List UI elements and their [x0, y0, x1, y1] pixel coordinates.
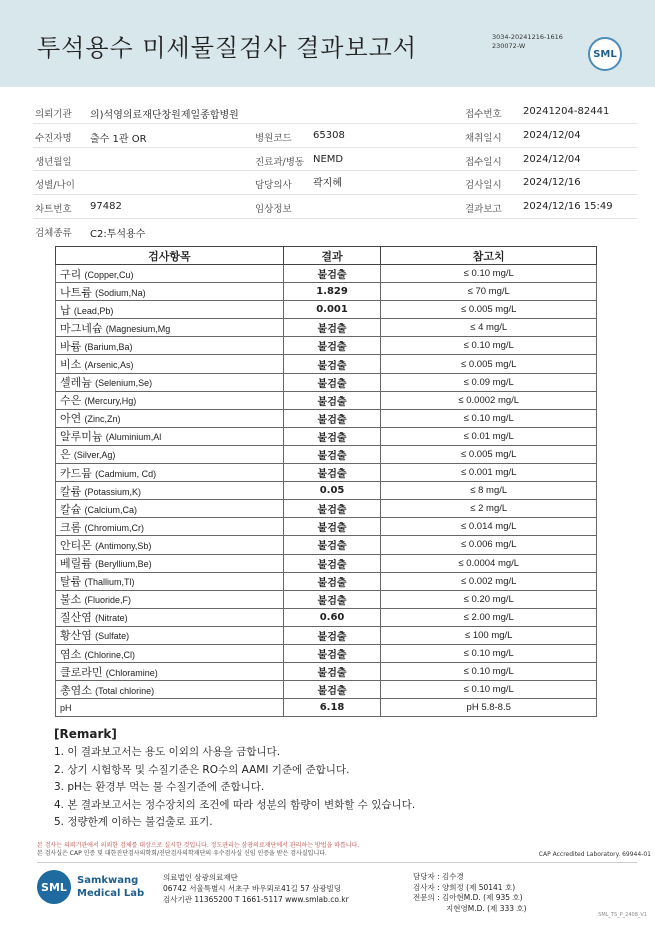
value-chart-number: 97482 — [90, 201, 122, 213]
result-row — [56, 663, 597, 681]
test-item-korean: 안티몬 — [60, 538, 92, 552]
signatory-line: 지현영M.D. (제 333 호) — [446, 904, 527, 914]
result-cell: 불검출 — [283, 554, 381, 572]
result-row — [56, 608, 597, 626]
result-cell: 불검출 — [283, 464, 381, 482]
value-patient-name: 출수 1관 OR — [90, 133, 147, 145]
result-cell: 0.60 — [283, 608, 381, 626]
test-item-english: (Sulfate) — [95, 631, 130, 642]
test-item-korean: 아연 — [60, 412, 82, 426]
reference-cell: ≤ 0.10 mg/L — [381, 681, 597, 699]
test-item-english: pH — [60, 703, 72, 714]
header-result: 결과 — [283, 247, 381, 265]
result-row — [56, 265, 597, 283]
test-item-cell — [56, 626, 284, 644]
test-item-english: (Calcium,Ca) — [84, 504, 137, 515]
test-item-cell — [56, 699, 284, 717]
footer-address — [163, 872, 349, 905]
result-cell: 불검출 — [283, 373, 381, 391]
result-row — [56, 572, 597, 590]
result-cell: 1.829 — [283, 283, 381, 301]
test-item-korean: 수은 — [60, 394, 82, 408]
result-row — [56, 482, 597, 500]
label-department: 진료과/병동 — [255, 156, 305, 168]
company-name-line2: Medical Lab — [77, 888, 145, 899]
test-item-korean: 나트륨 — [60, 285, 92, 299]
reference-cell: ≤ 100 mg/L — [381, 626, 597, 644]
signatory-line: 검사자 : 양희정 (제 50141 호) — [413, 882, 516, 892]
reference-cell: ≤ 0.10 mg/L — [381, 663, 597, 681]
footer-divider — [37, 862, 637, 863]
result-cell: 불검출 — [283, 391, 381, 409]
result-row — [56, 301, 597, 319]
test-item-korean: 바륨 — [60, 339, 82, 353]
test-item-english: (Antimony,Sb) — [95, 540, 152, 551]
remark-item: 4. 본 결과보고서는 정수장치의 조건에 따라 성분의 함량이 변화할 수 있습니다. — [54, 798, 416, 811]
result-row — [56, 445, 597, 463]
test-item-cell — [56, 355, 284, 373]
test-item-cell — [56, 500, 284, 518]
test-item-english: (Fluoride,F) — [84, 595, 131, 606]
test-item-cell — [56, 319, 284, 337]
test-item-cell — [56, 265, 284, 283]
test-item-cell — [56, 464, 284, 482]
value-test-date: 2024/12/16 — [523, 177, 581, 189]
info-row — [33, 171, 637, 195]
result-cell: 불검출 — [283, 626, 381, 644]
test-item-korean: 총염소 — [60, 683, 92, 697]
label-hospital-code: 병원코드 — [255, 132, 292, 144]
reference-cell: ≤ 0.006 mg/L — [381, 536, 597, 554]
label-birth-date: 생년월일 — [35, 156, 72, 168]
test-item-cell — [56, 590, 284, 608]
reference-cell: ≤ 0.10 mg/L — [381, 644, 597, 662]
test-item-english: (Lead,Pb) — [73, 305, 114, 316]
document-id — [492, 33, 563, 51]
result-row — [56, 427, 597, 445]
test-item-korean: 탈륨 — [60, 575, 82, 589]
test-item-english: (Barium,Ba) — [84, 341, 133, 352]
reference-cell: ≤ 0.0004 mg/L — [381, 554, 597, 572]
test-item-cell — [56, 409, 284, 427]
reference-cell: ≤ 0.005 mg/L — [381, 445, 597, 463]
test-item-cell — [56, 337, 284, 355]
label-test-date: 검사일시 — [465, 180, 502, 192]
signatory-line: 전문의 : 김아현M.D. (제 935 호) — [413, 893, 523, 903]
remark-item: 2. 상기 시험항목 및 수질기준은 RO수의 AAMI 기준에 준합니다. — [54, 763, 350, 776]
test-item-english: (Arsenic,As) — [84, 360, 134, 371]
test-item-english: (Thallium,Tl) — [84, 577, 135, 588]
label-doctor: 담당의사 — [255, 180, 292, 192]
result-cell: 불검출 — [283, 500, 381, 518]
result-cell: 불검출 — [283, 409, 381, 427]
value-hospital-code: 65308 — [313, 129, 345, 141]
test-item-cell — [56, 482, 284, 500]
result-row — [56, 500, 597, 518]
result-cell: 불검출 — [283, 518, 381, 536]
label-specimen-type: 검체종류 — [35, 227, 72, 239]
test-item-korean: 크롬 — [60, 520, 82, 534]
header-reference: 참고치 — [381, 247, 597, 265]
test-item-english: (Chromium,Cr) — [84, 522, 144, 533]
reference-cell: ≤ 0.002 mg/L — [381, 572, 597, 590]
result-row — [56, 699, 597, 717]
test-item-english: (Aluminium,Al — [105, 432, 162, 443]
results-table — [55, 246, 597, 717]
company-name — [77, 874, 144, 900]
test-item-cell — [56, 373, 284, 391]
value-collection-date: 2024/12/04 — [523, 129, 581, 141]
result-row — [56, 590, 597, 608]
reference-cell: ≤ 0.10 mg/L — [381, 265, 597, 283]
patient-info — [33, 100, 637, 243]
footer-address-line3: 검사기관 11365200 T 1661-5117 www.smlab.co.kr — [163, 895, 349, 904]
reference-cell: ≤ 0.001 mg/L — [381, 464, 597, 482]
test-item-korean: 마그네슘 — [60, 321, 103, 335]
document-id-line2: 230072-W — [492, 42, 526, 50]
test-item-korean: 카드뮴 — [60, 466, 92, 480]
value-department: NEMD — [313, 153, 344, 165]
result-cell: 불검출 — [283, 337, 381, 355]
test-item-english: (Potassium,K) — [84, 486, 141, 497]
results-header-row — [56, 247, 597, 265]
test-item-english: (Silver,Ag) — [73, 450, 116, 461]
test-item-english: (Magnesium,Mg — [105, 323, 171, 334]
result-row — [56, 319, 597, 337]
value-doctor: 곽지혜 — [313, 178, 342, 190]
test-item-korean: 은 — [60, 448, 71, 462]
test-item-korean: 클로라민 — [60, 665, 103, 679]
test-item-cell — [56, 663, 284, 681]
value-requesting-institution: 의)석영의료재단창원제일종합병원 — [90, 110, 239, 121]
result-row — [56, 409, 597, 427]
result-cell: 0.05 — [283, 482, 381, 500]
test-item-korean: 염소 — [60, 647, 82, 661]
reference-cell: pH 5.8-8.5 — [381, 699, 597, 717]
footer-signatories — [413, 872, 527, 915]
result-row — [56, 626, 597, 644]
label-receipt-date: 접수일시 — [465, 156, 502, 168]
test-item-english: (Total chlorine) — [95, 685, 155, 696]
test-item-cell — [56, 391, 284, 409]
test-item-korean: 황산염 — [60, 629, 92, 643]
remark-section — [54, 726, 415, 831]
test-item-english: (Zinc,Zn) — [84, 414, 121, 425]
result-cell: 불검출 — [283, 536, 381, 554]
remark-title: [Remark] — [54, 727, 117, 741]
remark-item: 3. pH는 환경부 먹는 물 수질기준에 준합니다. — [54, 781, 265, 794]
value-report-date: 2024/12/16 15:49 — [523, 201, 613, 213]
result-row — [56, 518, 597, 536]
result-cell: 불검출 — [283, 427, 381, 445]
test-item-cell — [56, 283, 284, 301]
sml-logo-icon: SML — [588, 37, 622, 71]
result-cell: 불검출 — [283, 572, 381, 590]
test-item-english: (Chloramine) — [105, 667, 158, 678]
label-receipt-number: 접수번호 — [465, 109, 502, 120]
info-row — [33, 195, 637, 219]
test-item-korean: 칼슘 — [60, 502, 82, 516]
sml-footer-logo-icon: SML — [37, 870, 71, 904]
result-cell: 불검출 — [283, 319, 381, 337]
reference-cell: ≤ 2.00 mg/L — [381, 608, 597, 626]
result-row — [56, 355, 597, 373]
test-item-cell — [56, 608, 284, 626]
test-item-english: (Chlorine,Cl) — [84, 649, 135, 660]
test-item-korean: 알루미늄 — [60, 430, 103, 444]
footer-logo — [37, 870, 157, 906]
test-item-korean: 칼륨 — [60, 484, 82, 498]
result-row — [56, 644, 597, 662]
test-item-cell — [56, 644, 284, 662]
report-header — [0, 0, 655, 87]
reference-cell: ≤ 0.10 mg/L — [381, 337, 597, 355]
reference-cell: ≤ 0.014 mg/L — [381, 518, 597, 536]
reference-cell: ≤ 70 mg/L — [381, 283, 597, 301]
reference-cell: ≤ 2 mg/L — [381, 500, 597, 518]
company-name-line1: Samkwang — [77, 875, 139, 886]
result-cell: 0.001 — [283, 301, 381, 319]
result-cell: 불검출 — [283, 644, 381, 662]
value-receipt-date: 2024/12/04 — [523, 153, 581, 165]
test-item-korean: 베릴륨 — [60, 557, 92, 571]
test-item-cell — [56, 518, 284, 536]
test-item-english: (Nitrate) — [95, 613, 128, 624]
result-cell: 불검출 — [283, 265, 381, 283]
value-receipt-number: 20241204-82441 — [523, 106, 610, 117]
result-cell: 불검출 — [283, 663, 381, 681]
result-row — [56, 373, 597, 391]
info-row — [33, 148, 637, 172]
footer-address-line2: 06742 서울특별시 서초구 바우뫼로41길 57 삼광빌딩 — [163, 884, 342, 893]
result-cell: 불검출 — [283, 445, 381, 463]
test-item-cell — [56, 427, 284, 445]
test-item-korean: 구리 — [60, 267, 82, 281]
test-item-cell — [56, 554, 284, 572]
report-title: 투석용수 미세물질검사 결과보고서 — [37, 34, 418, 62]
result-row — [56, 283, 597, 301]
label-chart-number: 차트번호 — [35, 204, 72, 216]
test-item-english: (Beryllium,Be) — [95, 559, 152, 570]
reference-cell: ≤ 4 mg/L — [381, 319, 597, 337]
result-row — [56, 681, 597, 699]
label-patient-name: 수진자명 — [35, 132, 72, 144]
reference-cell: ≤ 8 mg/L — [381, 482, 597, 500]
signatory-line: 담당자 : 김수경 — [413, 872, 464, 881]
test-item-korean: 질산염 — [60, 611, 92, 625]
test-item-english: (Mercury,Hg) — [84, 396, 137, 407]
form-code: SML_TS_P_2408_V1 — [598, 912, 647, 918]
test-item-korean: 비소 — [60, 358, 82, 372]
result-row — [56, 536, 597, 554]
result-cell: 불검출 — [283, 355, 381, 373]
test-item-korean: 셀레늄 — [60, 376, 92, 390]
footnote-line1: 본 검사는 의뢰기관에서 의뢰한 검체를 대상으로 실시한 것입니다. 정도관리는 삼광의료재단에서 관리하는 방법을 따릅니다. — [37, 842, 360, 849]
result-row — [56, 554, 597, 572]
remark-item: 1. 이 결과보고서는 용도 이외의 사용을 금합니다. — [54, 746, 281, 759]
footnote-line2: 본 검사실은 CAP 인증 및 대한진단검사의학회/진단검사의학재단의 우수검사실 신임 인증을 받은 검사실입니다. — [37, 850, 327, 857]
reference-cell: ≤ 0.09 mg/L — [381, 373, 597, 391]
reference-cell: ≤ 0.0002 mg/L — [381, 391, 597, 409]
label-collection-date: 채취일시 — [465, 132, 502, 144]
result-row — [56, 337, 597, 355]
result-row — [56, 464, 597, 482]
label-clinical-info: 임상정보 — [255, 204, 292, 216]
cap-accreditation: CAP Accredited Laboratory. 69944-01 — [538, 851, 651, 858]
test-item-english: (Selenium,Se) — [95, 378, 153, 389]
reference-cell: ≤ 0.005 mg/L — [381, 301, 597, 319]
reference-cell: ≤ 0.005 mg/L — [381, 355, 597, 373]
test-item-cell — [56, 681, 284, 699]
test-item-cell — [56, 445, 284, 463]
test-item-cell — [56, 536, 284, 554]
info-row — [33, 124, 637, 148]
header-test-item: 검사항목 — [56, 247, 284, 265]
test-item-cell — [56, 572, 284, 590]
label-requesting-institution: 의뢰기관 — [35, 109, 72, 120]
test-item-english: (Copper,Cu) — [84, 269, 134, 280]
remark-item: 5. 정량한계 이하는 불검출로 표기. — [54, 816, 213, 829]
result-cell: 불검출 — [283, 590, 381, 608]
result-row — [56, 391, 597, 409]
result-cell: 6.18 — [283, 699, 381, 717]
label-report-date: 결과보고 — [465, 204, 502, 216]
document-id-line1: 3034-20241216-1616 — [492, 33, 563, 41]
test-item-cell — [56, 301, 284, 319]
result-cell: 불검출 — [283, 681, 381, 699]
reference-cell: ≤ 0.10 mg/L — [381, 409, 597, 427]
value-specimen-type: C2:투석용수 — [90, 228, 146, 240]
info-row — [33, 219, 637, 243]
footer-address-line1: 의료법인 삼광의료재단 — [163, 873, 238, 882]
label-sex-age: 성별/나이 — [35, 180, 75, 192]
reference-cell: ≤ 0.01 mg/L — [381, 427, 597, 445]
reference-cell: ≤ 0.20 mg/L — [381, 590, 597, 608]
test-item-korean: 불소 — [60, 593, 82, 607]
info-row — [33, 100, 637, 124]
test-item-english: (Cadmium, Cd) — [95, 468, 157, 479]
test-item-korean: 납 — [60, 303, 71, 317]
test-item-english: (Sodium,Na) — [95, 287, 146, 298]
